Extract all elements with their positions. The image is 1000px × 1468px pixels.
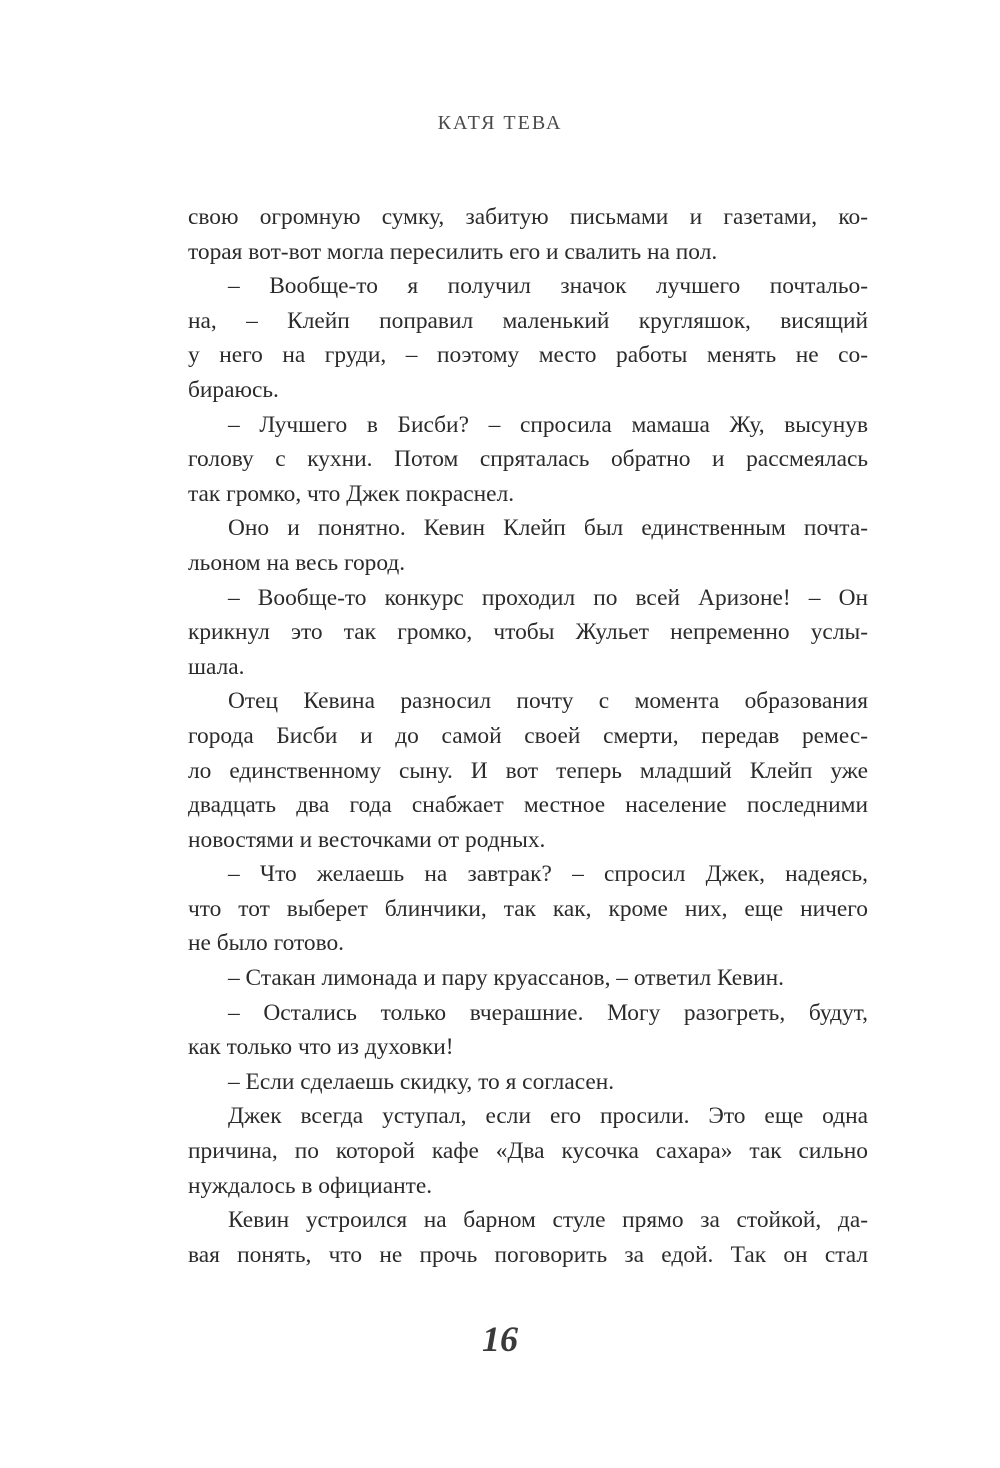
body-text — [188, 200, 868, 1272]
text-line: – Если сделаешь скидку, то я согласен. — [228, 1068, 615, 1095]
text-line: Отец Кевина разносил почту с момента образования — [228, 688, 868, 715]
running-head: КАТЯ ТЕВА — [437, 112, 563, 134]
text-line: – Остались только вчерашние. Могу разогреть, будут, — [228, 999, 868, 1026]
text-line: ло единственному сыну. И вот теперь младший Клейп уже — [188, 757, 868, 784]
text-line: у него на груди, – поэтому место работы менять не со- — [188, 342, 868, 369]
text-line: бираюсь. — [188, 376, 279, 403]
text-line: – Вообще-то конкурс проходил по всей Аризоне! – Он — [228, 584, 868, 611]
text-line: – Вообще-то я получил значок лучшего почтальо- — [228, 273, 868, 300]
text-line: на, – Клейп поправил маленький кругляшок, висящий — [188, 307, 868, 334]
text-line: новостями и весточками от родных. — [188, 826, 546, 853]
text-line: Оно и понятно. Кевин Клейп был единственным почта- — [228, 515, 868, 542]
text-line: – Лучшего в Бисби? – спросила мамаша Жу, высунув — [228, 411, 868, 438]
text-line: нуждалось в официанте. — [188, 1172, 433, 1199]
text-line: шала. — [188, 653, 245, 680]
text-line: Кевин устроился на барном стуле прямо за стойкой, да- — [228, 1207, 868, 1234]
page-number: 16 — [482, 1319, 518, 1359]
text-line: свою огромную сумку, забитую письмами и газетами, ко- — [188, 204, 868, 230]
text-line: двадцать два года снабжает местное население последними — [188, 792, 868, 819]
text-line: не было готово. — [188, 930, 345, 957]
text-line: Джек всегда уступал, если его просили. Это еще одна — [228, 1103, 868, 1130]
text-line: крикнул это так громко, чтобы Жульет непременно услы- — [188, 619, 868, 646]
text-line: города Бисби и до самой своей смерти, передав ремес- — [188, 722, 868, 749]
text-line: что тот выберет блинчики, так как, кроме них, еще ничего — [188, 895, 868, 922]
text-line: голову с кухни. Потом спряталась обратно и рассмеялась — [188, 446, 868, 473]
text-line: так громко, что Джек покраснел. — [188, 480, 515, 507]
text-line: как только что из духовки! — [188, 1034, 454, 1061]
text-line: – Стакан лимонада и пару круассанов, – ответил Кевин. — [228, 965, 785, 992]
text-line: причина, по которой кафе «Два кусочка сахара» так сильно — [188, 1138, 868, 1165]
text-line: вая понять, что не прочь поговорить за едой. Так он стал — [188, 1241, 868, 1268]
text-line: – Что желаешь на завтрак? – спросил Джек, надеясь, — [228, 861, 868, 888]
text-line: торая вот-вот могла пересилить его и свалить на пол. — [188, 238, 718, 265]
text-line: льоном на весь город. — [188, 549, 406, 576]
